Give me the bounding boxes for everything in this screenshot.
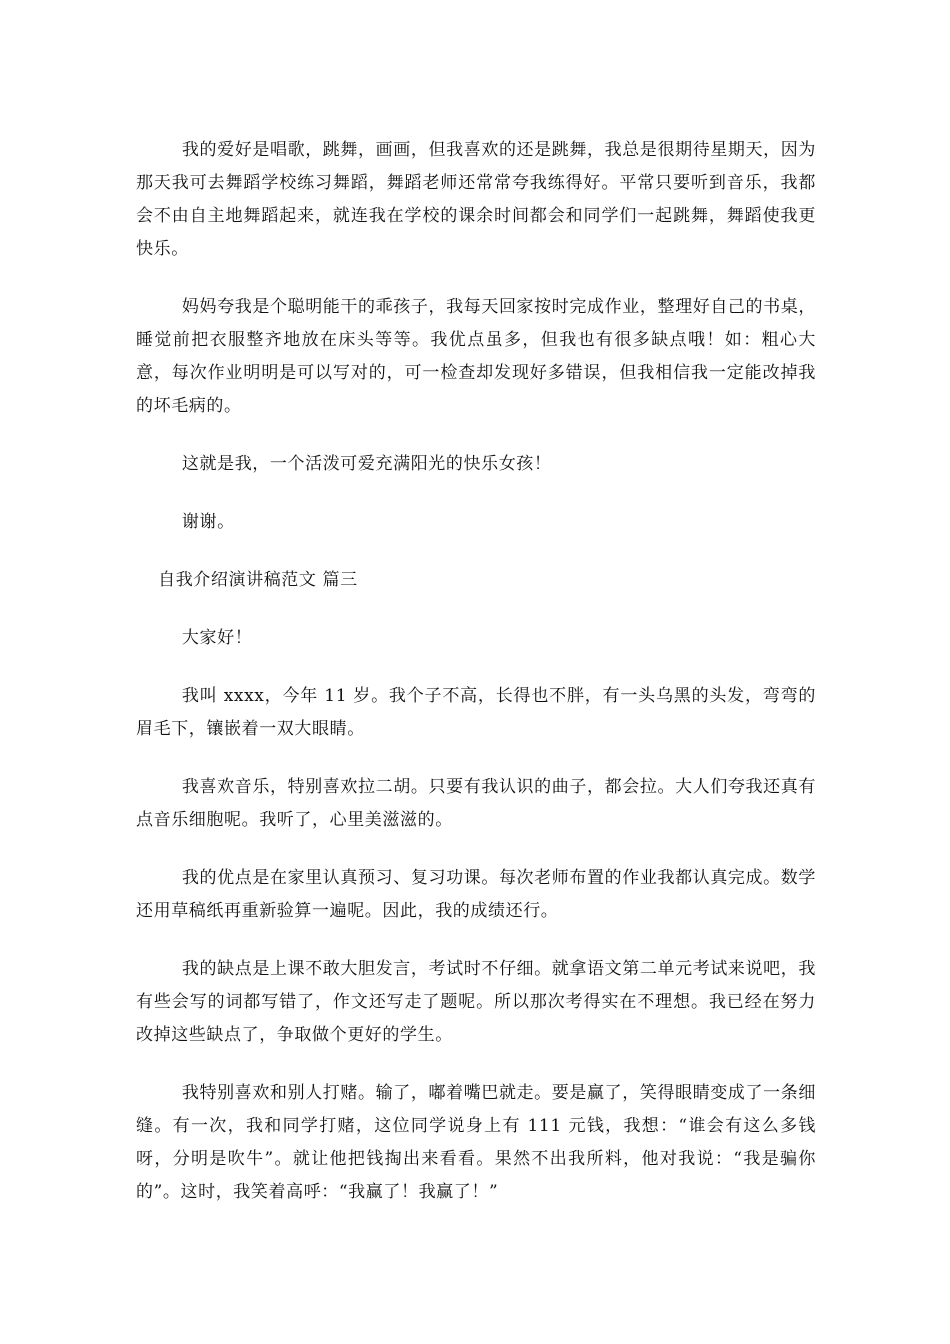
paragraph-betting-story: 我特别喜欢和别人打赌。输了，嘟着嘴巴就走。要是赢了，笑得眼睛变成了一条细缝。有一次，我和同学打赌，这位同学说身上有 111 元钱，我想：“谁会有这么多钱呀，分明是吹牛”。就让他把钱掏出来看看。果然不出我所料，他对我说：“我是骗你的”。这时，我笑着高呼：“我赢了！我赢了！” (136, 1083, 816, 1202)
document-body (136, 134, 816, 1209)
paragraph-greeting: 大家好！ (181, 628, 253, 648)
paragraph-thanks: 谢谢。 (181, 512, 235, 532)
paragraph-study-habits: 我的优点是在家里认真预习、复习功课。每次老师布置的作业我都认真完成。数学还用草稿纸再重新验算一遍呢。因此，我的成绩还行。 (136, 868, 816, 921)
paragraph-hobbies: 我的爱好是唱歌，跳舞，画画，但我喜欢的还是跳舞，我总是很期待星期天，因为那天我可去舞蹈学校练习舞蹈，舞蹈老师还常常夸我练得好。平常只要听到音乐，我都会不由自主地舞蹈起来，就连我在学校的课余时间都会和同学们一起跳舞，舞蹈使我更快乐。 (136, 140, 816, 259)
section-heading: 自我介绍演讲稿范文 篇三 (158, 570, 358, 590)
paragraph-weaknesses: 我的缺点是上课不敢大胆发言，考试时不仔细。就拿语文第二单元考试来说吧，我有些会写的词都写错了，作文还写走了题呢。所以那次考得实在不理想。我已经在努力改掉这些缺点了，争取做个更好的学生。 (136, 959, 816, 1045)
paragraph-summary: 这就是我，一个活泼可爱充满阳光的快乐女孩！ (181, 454, 552, 474)
paragraph-introduction: 我叫 xxxx，今年 11 岁。我个子不高，长得也不胖，有一头乌黑的头发，弯弯的眉毛下，镶嵌着一双大眼睛。 (136, 686, 816, 739)
paragraph-strengths-weaknesses: 妈妈夸我是个聪明能干的乖孩子，我每天回家按时完成作业，整理好自己的书桌，睡觉前把衣服整齐地放在床头等等。我优点虽多，但我也有很多缺点哦！如：粗心大意，每次作业明明是可以写对的，可一检查却发现好多错误，但我相信我一定能改掉我的坏毛病的。 (136, 297, 816, 416)
paragraph-music: 我喜欢音乐，特别喜欢拉二胡。只要有我认识的曲子，都会拉。大人们夸我还真有点音乐细胞呢。我听了，心里美滋滋的。 (136, 777, 816, 830)
